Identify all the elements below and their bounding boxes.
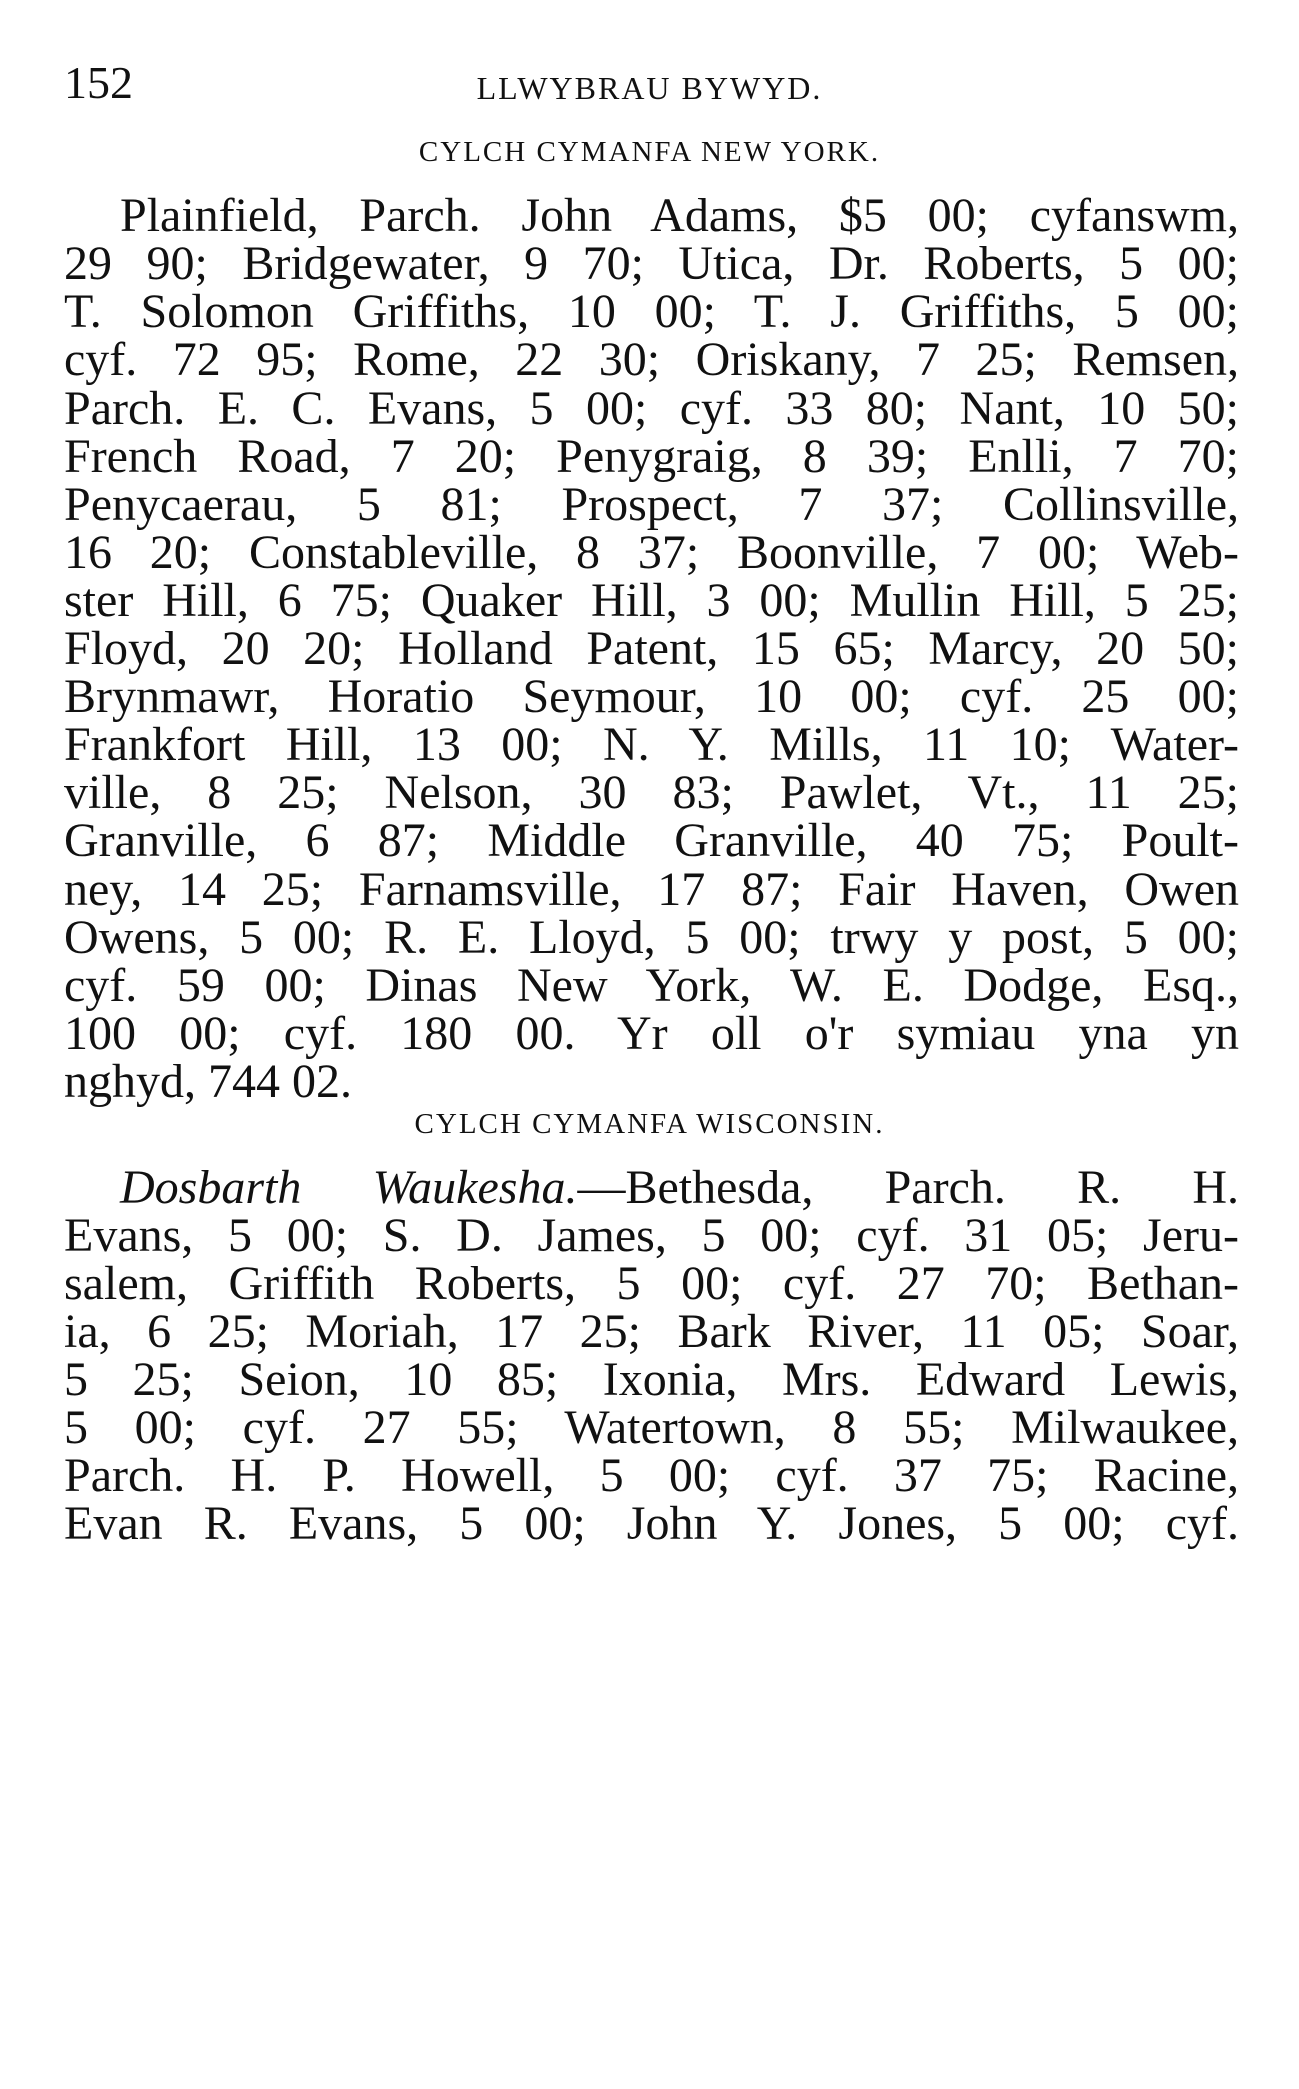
text-line: Parch. E. C. Evans, 5 00; cyf. 33 80; Nant, 10 50; [64,382,1239,435]
text-line: Floyd, 20 20; Holland Patent, 15 65; Marcy, 20 50; [64,622,1239,675]
text-line: T. Solomon Griffiths, 10 00; T. J. Griffiths, 5 00; [64,285,1239,338]
text-line: Granville, 6 87; Middle Granville, 40 75; Poult- [64,814,1239,867]
text-line: 100 00; cyf. 180 00. Yr oll o'r symiau yna yn [64,1007,1239,1060]
text-line: Evans, 5 00; S. D. James, 5 00; cyf. 31 05; Jeru- [64,1209,1239,1262]
text-run: —Bethesda, Parch. R. H. [577,1161,1239,1214]
text-line: cyf. 72 95; Rome, 22 30; Oriskany, 7 25; Remsen, [64,333,1239,386]
text-line: 16 20; Constableville, 8 37; Boonville, 7 00; Web- [64,526,1239,579]
text-line: cyf. 59 00; Dinas New York, W. E. Dodge, Esq., [64,959,1239,1012]
subsection-lead: Dosbarth Waukesha. [120,1161,578,1214]
text-line: ia, 6 25; Moriah, 17 25; Bark River, 11 05; Soar, [64,1305,1239,1358]
section-heading-wisconsin: CYLCH CYMANFA WISCONSIN. [414,1108,885,1140]
text-line-with-lead [120,1161,1239,1214]
text-line: Evan R. Evans, 5 00; John Y. Jones, 5 00; cyf. [64,1497,1239,1550]
text-line: Owens, 5 00; R. E. Lloyd, 5 00; trwy y post, 5 00; [64,911,1239,964]
text-line: 5 25; Seion, 10 85; Ixonia, Mrs. Edward Lewis, [64,1353,1239,1406]
text-line: nghyd, 744 02. [64,1055,352,1108]
page-number: 152 [64,57,133,108]
running-title: LLWYBRAU BYWYD. [476,70,823,106]
text-line: 5 00; cyf. 27 55; Watertown, 8 55; Milwaukee, [64,1401,1239,1454]
text-line: Penycaerau, 5 81; Prospect, 7 37; Collinsville, [64,478,1239,531]
text-line: Brynmawr, Horatio Seymour, 10 00; cyf. 25 00; [64,670,1239,723]
text-line: Plainfield, Parch. John Adams, $5 00; cyfanswm, [120,189,1239,242]
text-line: Parch. H. P. Howell, 5 00; cyf. 37 75; Racine, [64,1449,1239,1502]
text-line: ney, 14 25; Farnamsville, 17 87; Fair Haven, Owen [64,863,1239,916]
text-line: 29 90; Bridgewater, 9 70; Utica, Dr. Roberts, 5 00; [64,237,1239,290]
text-line: French Road, 7 20; Penygraig, 8 39; Enlli, 7 70; [64,430,1239,483]
section-heading-new-york: CYLCH CYMANFA NEW YORK. [418,136,881,168]
text-line: salem, Griffith Roberts, 5 00; cyf. 27 70; Bethan- [64,1257,1239,1310]
text-line: ville, 8 25; Nelson, 30 83; Pawlet, Vt., 11 25; [64,766,1239,819]
text-line: ster Hill, 6 75; Quaker Hill, 3 00; Mullin Hill, 5 25; [64,574,1239,627]
text-line: Frankfort Hill, 13 00; N. Y. Mills, 11 10; Water- [64,718,1239,771]
